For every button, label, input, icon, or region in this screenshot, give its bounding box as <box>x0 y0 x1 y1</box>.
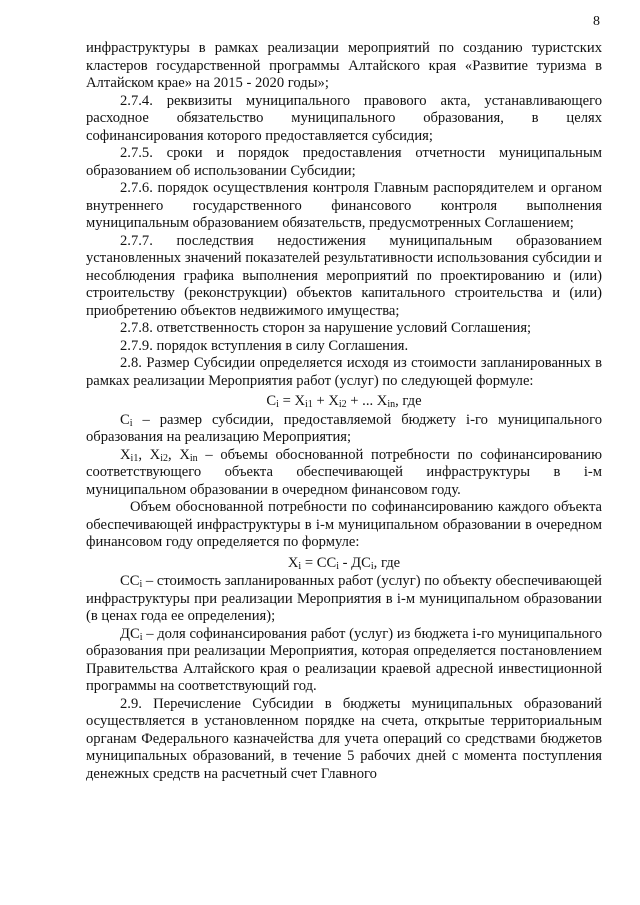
page-number: 8 <box>593 14 600 29</box>
paragraph-continuation: инфраструктуры в рамках реализации мероприятий по созданию туристских кластеров государственной программы Алтайского края «Развитие туризма в Алтайском крае» на 2015 - 2020 годы»; <box>86 40 602 91</box>
clause-2-9: 2.9. Перечисление Субсидии в бюджеты муниципальных образований осуществляется в установленном порядке на счета, открытые территориальным органам Федерального казначейства для учета операций со средствами бюджетов муниципальных образований, в течение 5 рабочих дней с момента поступления денежных средств на расчетный счет Главного <box>86 695 602 782</box>
clause-2-7-8: 2.7.8. ответственность сторон за нарушение условий Соглашения; <box>120 320 532 336</box>
definition-cci: $СС_i$ – стоимость запланированных работ (услуг) по объекту обеспечивающей инфраструктуры при реализации Мероприятия в i-м муниципальном образовании (в ценах года ее определения); <box>86 573 602 624</box>
clause-2-7-5: 2.7.5. сроки и порядок предоставления отчетности муниципальным образованием об использовании Субсидии; <box>86 145 602 179</box>
clause-2-7-9: 2.7.9. порядок вступления в силу Соглашения. <box>120 337 409 354</box>
clause-2-7-4: 2.7.4. реквизиты муниципального правового акта, устанавливающего расходное обязательство муниципального образования, в целях софинансирования которого предоставляется субсидия; <box>86 92 602 144</box>
document-body <box>86 40 602 783</box>
definition-dci: $ДС_i$ – доля софинансирования работ (услуг) из бюджета i-го муниципального образования при реализации Мероприятия, которая определяется постановлением Правительства Алтайского края о реализации краевой адресной инвестиционной программы на соответствующий год. <box>86 625 602 694</box>
formula-need: $X_i = СС_i - ДС_i$, где <box>287 554 401 572</box>
definition-xi: $X_{i1}$, $X_{i2}$, $X_{in}$ – объемы обоснованной потребности по софинансированию соответствующего объекта обеспечивающей инфраструктуры в i-м муниципальном образовании в очередном финансовом году. <box>86 446 603 498</box>
clause-2-7-7: 2.7.7. последствия недостижения муниципальным образованием установленных значений показателей результативности использования субсидии и несоблюдения графика выполнения мероприятий по проектированию и (или) строительству (реконструкции) объектов капитального строительства и (или) приобретению объектов недвижимого имущества; <box>86 232 602 319</box>
clause-2-7-6: 2.7.6. порядок осуществления контроля Главным распорядителем и органом внутреннего государственного финансового контроля выполнения муниципальным образованием обязательств, предусмотренных Соглашением; <box>86 180 602 231</box>
clause-2-8: 2.8. Размер Субсидии определяется исходя из стоимости запланированных в рамках реализации Мероприятия работ (услуг) по следующей формуле: <box>86 355 602 389</box>
paragraph-need-volume: Объем обоснованной потребности по софинансированию каждого объекта обеспечивающей инфраструктуры в i-м муниципальном образовании в очередном финансовом году определяется по формуле: <box>86 499 602 550</box>
definition-ci: $C_i$ – размер субсидии, предоставляемой бюджету i-го муниципального образования на реализацию Мероприятия; <box>86 411 602 445</box>
formula-subsidy: $C_i = X_{i1} + X_{i2}$ + ... $X_{in}$, где <box>266 393 422 410</box>
